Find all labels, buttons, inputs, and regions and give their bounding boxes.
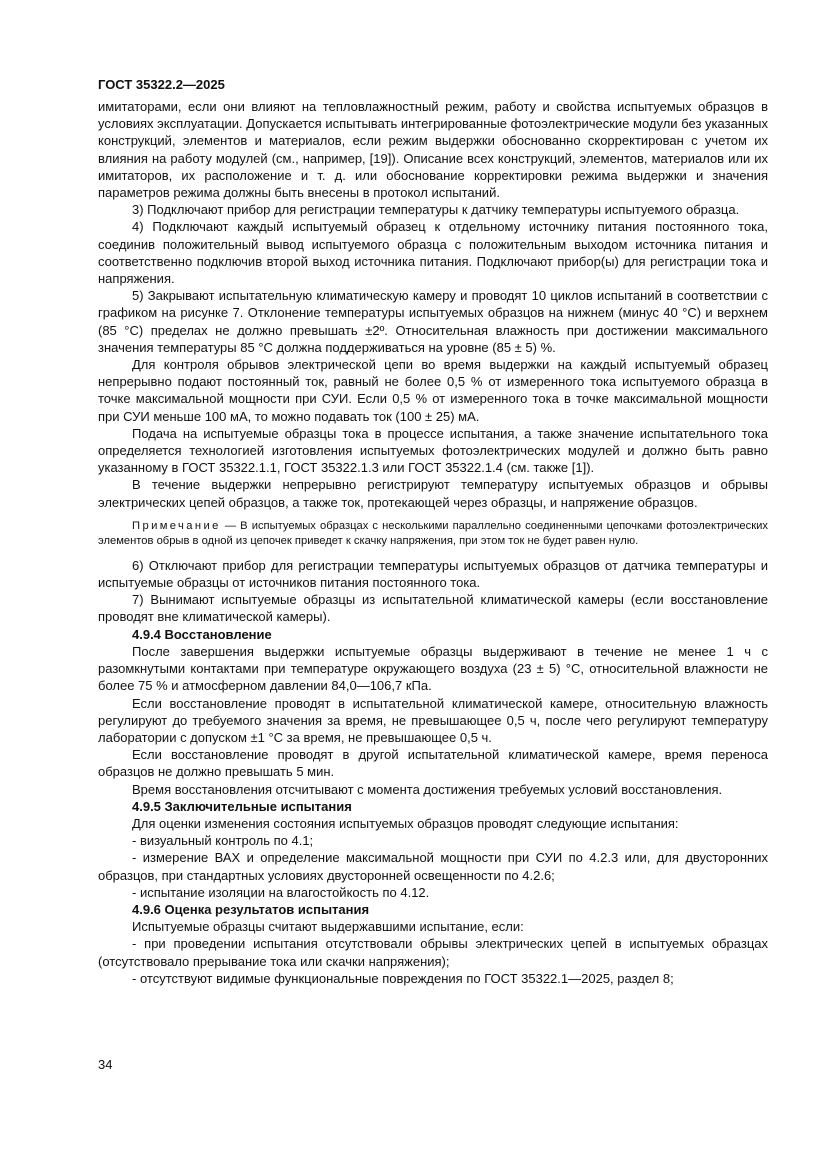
note-text: — В испытуемых образцах с несколькими параллельно соединенными цепочками фотоэлектрических элементов обрыв в одной из цепочек приведет к скачку напряжения, при этом ток не будет равен нулю.: [98, 519, 768, 547]
list-item: - испытание изоляции на влагостойкость по 4.12.: [132, 884, 430, 900]
note-label: Примечание: [132, 519, 221, 532]
list-item: - отсутствуют видимые функциональные повреждения по ГОСТ 35322.1—2025, раздел 8;: [132, 970, 674, 986]
section-heading-4-9-6: 4.9.6 Оценка результатов испытания: [132, 901, 370, 917]
paragraph: Если восстановление проводят в испытательной климатической камере, относительную влажность регулируют до требуемого значения за время, не превышающее 0,5 ч, после чего регулируют температуру лаборатории с допуском ±1 °С за время, не превышающее 0,5 ч.: [98, 695, 768, 745]
document-header: ГОСТ 35322.2—2025: [98, 77, 225, 92]
paragraph: Время восстановления отсчитывают с момента достижения требуемых условий восстановления.: [132, 781, 723, 797]
paragraph: 7) Вынимают испытуемые образцы из испытательной климатической камеры (если восстановление проводят вне климатической камеры).: [98, 592, 768, 625]
paragraph: 6) Отключают прибор для регистрации температуры испытуемых образцов от датчика температуры и испытуемые образцы от источников питания постоянного тока.: [98, 557, 768, 591]
paragraph: В течение выдержки непрерывно регистрируют температуру испытуемых образцов и обрывы электрических цепей образцов, а также ток, протекающей через образцы, и напряжение образцов.: [98, 477, 768, 510]
paragraph: 5) Закрывают испытательную климатическую камеру и проводят 10 циклов испытаний в соответствии с графиком на рисунке 7. Отклонение температуры испытуемых образцов на нижнем (минус 40 °С) и верхнем (85 °С) пределах не должно превышать ±2º. Относительная влажность при достижении максимального значения температуры 85 °С должна поддерживаться на уровне (85 ± 5) %.: [98, 288, 768, 355]
paragraph: Если восстановление проводят в другой испытательной климатической камере, время переноса образцов не должно превышать 5 мин.: [98, 747, 768, 780]
paragraph: Подача на испытуемые образцы тока в процессе испытания, а также значение испытательного тока определяется технологией изготовления испытуемых фотоэлектрических модулей и должно быть равно указанному в ГОСТ 35322.1.1, ГОСТ 35322.1.3 или ГОСТ 35322.1.4 (см. также [1]).: [98, 425, 768, 476]
list-item: - при проведении испытания отсутствовали обрывы электрических цепей в испытуемых образцах (отсутствовало прерывание тока или скачки напряжения);: [98, 936, 768, 969]
section-heading-4-9-5: 4.9.5 Заключительные испытания: [132, 798, 352, 814]
paragraph: 3) Подключают прибор для регистрации температуры к датчику температуры испытуемого образца.: [132, 202, 740, 218]
page-body: [98, 98, 768, 987]
section-heading-4-9-4: 4.9.4 Восстановление: [132, 626, 272, 642]
list-item: - измерение ВАХ и определение максимальной мощности при СУИ по 4.2.3 или, для двусторонних образцов, при стандартных условиях двусторонней освещенности по 4.2.6;: [98, 850, 768, 883]
paragraph: После завершения выдержки испытуемые образцы выдерживают в течение не менее 1 ч с разомкнутыми контактами при температуре окружающего воздуха (23 ± 5) °С, относительной влажности не более 75 % и атмосферном давлении 84,0—106,7 кПа.: [98, 643, 768, 694]
paragraph: Для оценки изменения состояния испытуемых образцов проводят следующие испытания:: [132, 815, 679, 831]
note: [98, 519, 768, 549]
paragraph: имитаторами, если они влияют на тепловлажностный режим, работу и свойства испытуемых образцов в условиях эксплуатации. Допускается испытывать интегрированные фотоэлектрические модули без указанных конструкций, элементов и материалов, если режим выдержки обоснованно скорректирован с учетом их влияния на работу модулей (см., например, [19]). Описание всех конструкций, элементов, материалов или их имитаторов, их расположение и т. д. или обоснование корректировки режима выдержки и значения параметров режима должны быть внесены в протокол испытаний.: [98, 99, 768, 201]
paragraph: Для контроля обрывов электрической цепи во время выдержки на каждый испытуемый образец непрерывно подают постоянный ток, равный не более 0,5 % от измеренного тока испытуемого образца в точке максимальной мощности при СУИ. Если 0,5 % от измеренного тока в точке максимальной мощности при СУИ меньше 100 мА, то можно подавать ток (100 ± 25) мА.: [98, 357, 768, 424]
list-item: - визуальный контроль по 4.1;: [132, 833, 314, 849]
paragraph: Испытуемые образцы считают выдержавшими испытание, если:: [132, 919, 524, 935]
page-number: 34: [98, 1057, 113, 1072]
paragraph: 4) Подключают каждый испытуемый образец к отдельному источнику питания постоянного тока, соединив положительный вывод испытуемого образца с положительным выходом источника питания и соответственно подключив второй выход источника питания. Подключают прибор(ы) для регистрации тока и напряжения.: [98, 219, 768, 287]
